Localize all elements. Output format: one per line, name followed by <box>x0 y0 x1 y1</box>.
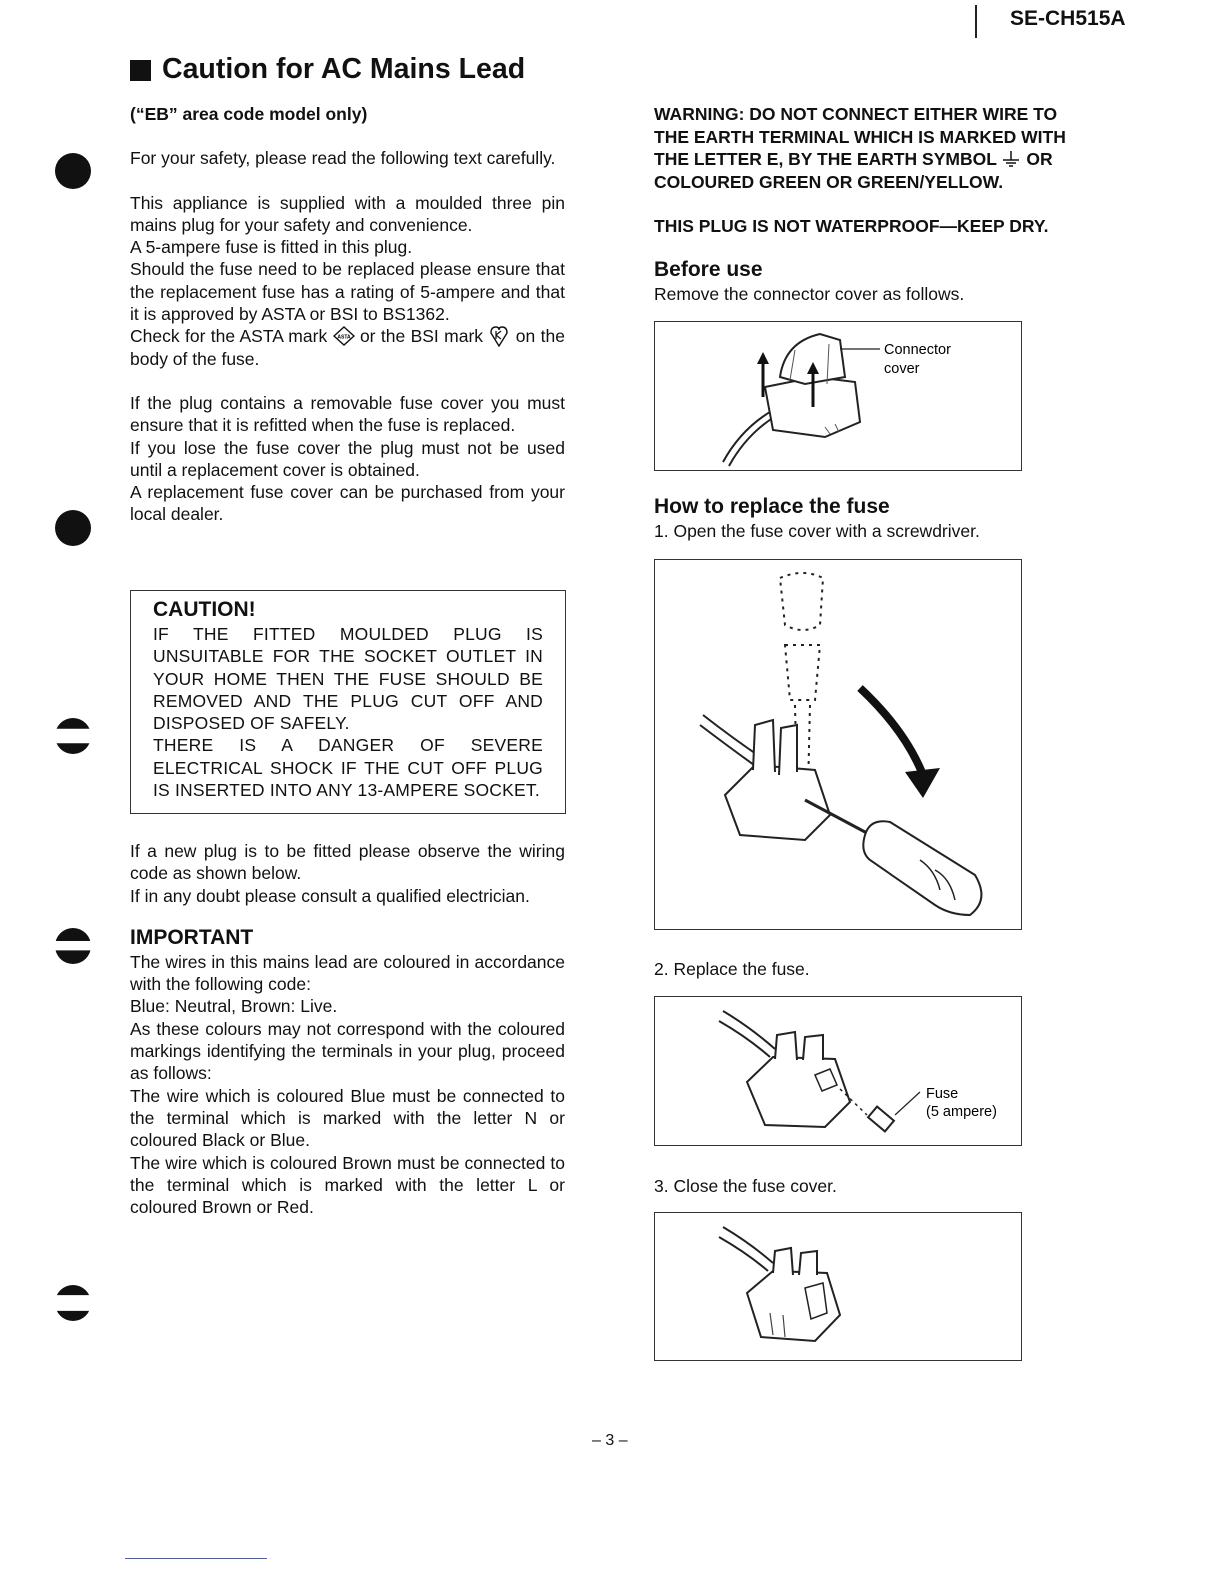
important-text: The wire which is coloured Brown must be connected to the terminal which is marked with the letter L or coloured Brown or Red. <box>130 1152 565 1218</box>
screwdriver-figure <box>654 559 1022 930</box>
fuse-paragraph: Should the fuse need to be replaced please ensure that the replacement fuse has a rating of 5-ampere and that it is approved by ASTA or BSI to BS1362. <box>130 259 565 325</box>
warning-text <box>654 103 1094 193</box>
cover-label: cover <box>884 361 920 377</box>
footer-rule <box>125 1558 267 1559</box>
mark-text-a: Check for the ASTA mark <box>130 326 328 347</box>
header-divider <box>975 5 977 38</box>
caution-text: IF THE FITTED MOULDED PLUG IS UNSUITABLE FOR THE SOCKET OUTLET IN YOUR HOME THEN THE FUSE SHOULD BE REMOVED AND THE PLUG CUT OFF AND DISPOSED OF SAFELY. <box>153 624 543 734</box>
connector-label: Connector <box>884 342 951 358</box>
binder-hole <box>55 1285 91 1321</box>
fuse-rating-label: (5 ampere) <box>926 1104 997 1120</box>
mark-text-c: on the body of the fuse. <box>130 326 565 369</box>
title-bullet-icon <box>130 60 151 81</box>
fuse-paragraph: A 5-ampere fuse is fitted in this plug. <box>130 237 413 258</box>
page-title: Caution for AC Mains Lead <box>162 53 526 85</box>
left-column <box>130 103 565 526</box>
model-number: SE-CH515A <box>1010 7 1126 30</box>
area-note: (“EB” area code model only) <box>130 104 368 124</box>
caution-text: THERE IS A DANGER OF SEVERE ELECTRICAL SHOCK IF THE CUT OFF PLUG IS INSERTED INTO ANY 13-AMPERE SOCKET. <box>153 735 543 801</box>
fuse-label: Fuse <box>926 1086 959 1102</box>
screwdriver-illustration <box>655 560 1020 928</box>
page-number: – 3 – <box>592 1432 628 1449</box>
safety-intro: For your safety, please read the following text carefully. <box>130 148 556 169</box>
step-1-text: 1. Open the fuse cover with a screwdriver. <box>654 521 980 541</box>
mark-text-b: or the BSI mark <box>359 326 484 347</box>
svg-text:ASTA: ASTA <box>336 334 351 341</box>
new-plug-text: If in any doubt please consult a qualified electrician. <box>130 885 530 906</box>
asta-mark-icon <box>333 326 355 346</box>
warning-text-b: OR COLOURED GREEN OR GREEN/YELLOW. <box>654 149 1053 192</box>
wiring-section <box>130 840 565 1218</box>
before-use-text: Remove the connector cover as follows. <box>654 284 965 305</box>
new-plug-text: If a new plug is to be fitted please observe the wiring code as shown below. <box>130 841 565 884</box>
closed-cover-figure <box>654 1212 1022 1361</box>
replace-fuse-section <box>654 494 1094 542</box>
replace-fuse-heading: How to replace the fuse <box>654 495 890 518</box>
important-heading: IMPORTANT <box>130 925 254 949</box>
earth-symbol-icon <box>1001 149 1021 169</box>
important-text: The wires in this mains lead are coloured in accordance with the following code: <box>130 951 565 995</box>
binder-hole <box>55 928 91 964</box>
binder-hole <box>55 153 91 189</box>
fuse-paragraph: This appliance is supplied with a moulded three pin mains plug for your safety and convenience. <box>130 192 565 235</box>
step-2 <box>654 958 1094 980</box>
binder-hole <box>55 510 91 546</box>
connector-cover-figure <box>654 321 1022 471</box>
closed-plug-illustration <box>655 1213 1020 1359</box>
step-3-text: 3. Close the fuse cover. <box>654 1176 837 1196</box>
mark-line <box>130 325 565 370</box>
important-text: The wire which is coloured Blue must be connected to the terminal which is marked with the letter N or coloured Black or Blue. <box>130 1085 565 1151</box>
step-3 <box>654 1175 1094 1197</box>
binder-hole <box>55 718 91 754</box>
fuse-cover-paragraph: A replacement fuse cover can be purchased from your local dealer. <box>130 482 565 525</box>
important-text: As these colours may not correspond with the coloured markings identifying the terminals in your plug, proceed as follows: <box>130 1018 565 1084</box>
caution-heading: CAUTION! <box>153 598 256 621</box>
replace-fuse-figure <box>654 996 1022 1146</box>
fuse-illustration <box>655 997 1020 1144</box>
before-use-heading: Before use <box>654 258 763 282</box>
fuse-cover-paragraph: If the plug contains a removable fuse cover you must ensure that it is refitted when the fuse is replaced. <box>130 392 565 436</box>
important-text: Blue: Neutral, Brown: Live. <box>130 996 338 1017</box>
bsi-kitemark-icon <box>488 325 510 347</box>
caution-box <box>130 590 566 814</box>
fuse-cover-paragraph: If you lose the fuse cover the plug must not be used until a replacement cover is obtained. <box>130 437 565 480</box>
right-column <box>654 103 1094 306</box>
plug-illustration <box>655 322 1020 469</box>
warning-text-a: WARNING: DO NOT CONNECT EITHER WIRE TO THE EARTH TERMINAL WHICH IS MARKED WITH THE LETTER E, BY THE EARTH SYMBOL <box>654 104 1066 169</box>
step-2-text: 2. Replace the fuse. <box>654 959 810 979</box>
waterproof-warning: THIS PLUG IS NOT WATERPROOF—KEEP DRY. <box>654 216 1049 236</box>
